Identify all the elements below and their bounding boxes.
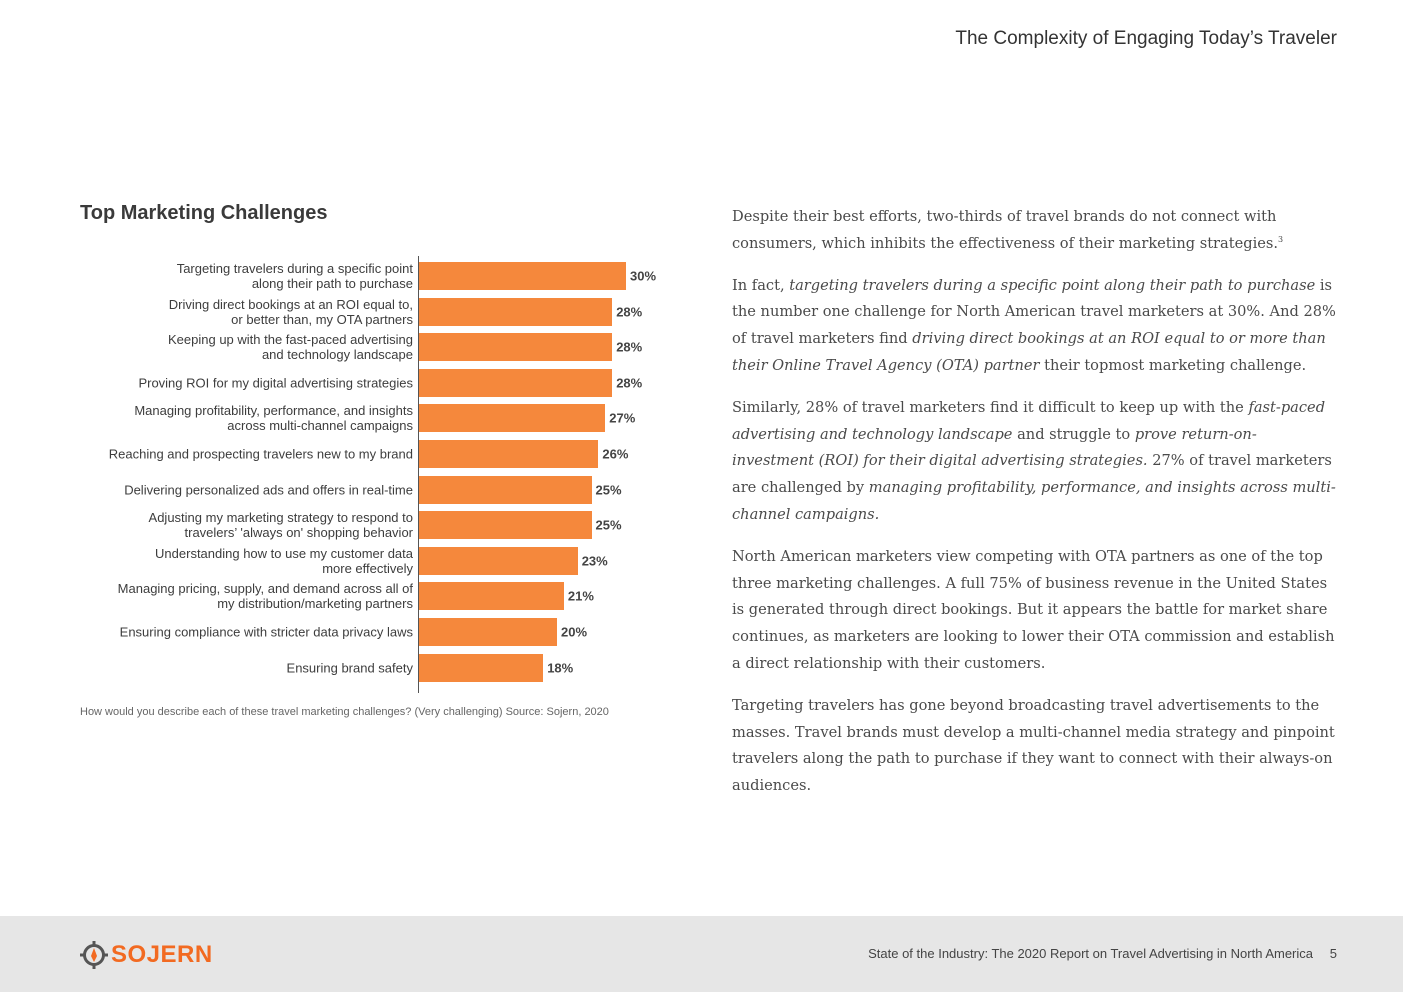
value-label: 30% bbox=[630, 268, 657, 284]
value-label: 28% bbox=[616, 339, 643, 355]
chart-row bbox=[80, 333, 680, 361]
bar bbox=[419, 369, 612, 397]
category-label-line: and technology landscape bbox=[261, 347, 413, 363]
value-label: 28% bbox=[616, 375, 643, 391]
category-label-line: Keeping up with the fast-paced advertising bbox=[168, 332, 413, 348]
bar bbox=[419, 582, 564, 610]
page-number: 5 bbox=[1329, 946, 1337, 961]
paragraph-4: North American marketers view competing with OTA partners as one of the top three marketing challenges. A full 75% of business revenue in the United States is generated through direct bookings. But it appears the battle for market share continues, as marketers are looking to lower their OTA commission and establish a direct relationship with their customers. bbox=[732, 547, 1335, 672]
page-footer bbox=[0, 916, 1403, 992]
chart-row bbox=[80, 654, 680, 682]
category-label-line: Reaching and prospecting travelers new to my brand bbox=[108, 446, 413, 462]
category-label-line: Managing profitability, performance, and insights bbox=[134, 403, 413, 419]
category-label-line: Adjusting my marketing strategy to respond to bbox=[148, 510, 413, 526]
report-title: State of the Industry: The 2020 Report on Travel Advertising in North America bbox=[868, 946, 1313, 961]
chart-row bbox=[80, 511, 680, 539]
category-label-line: more effectively bbox=[322, 560, 413, 576]
value-label: 25% bbox=[595, 482, 622, 498]
chart-row bbox=[80, 547, 680, 575]
chart-row bbox=[80, 298, 680, 326]
bar bbox=[419, 511, 592, 539]
category-label bbox=[83, 482, 413, 497]
value-label: 23% bbox=[581, 553, 608, 569]
category-label bbox=[83, 297, 413, 327]
category-label bbox=[83, 625, 413, 640]
paragraph-3: Similarly, 28% of travel marketers find it difficult to keep up with the fast-paced advertising and technology landscape and struggle to prove return-on-investment (ROI) for their digital advertising strategies. 27% of travel marketers are challenged by managing profitability, performance, and insights across multi-channel campaigns. bbox=[732, 398, 1336, 523]
category-label-line: Understanding how to use my customer data bbox=[155, 545, 413, 561]
category-label-line: or better than, my OTA partners bbox=[231, 311, 413, 327]
value-label: 20% bbox=[561, 624, 588, 640]
sojern-logo bbox=[80, 940, 213, 970]
page-header-title: The Complexity of Engaging Today’s Traveler bbox=[955, 28, 1337, 49]
chart-row bbox=[80, 404, 680, 432]
bar-chart bbox=[80, 256, 680, 696]
chart-row bbox=[80, 262, 680, 290]
value-label: 28% bbox=[616, 304, 643, 320]
value-label: 25% bbox=[595, 517, 622, 533]
bar bbox=[419, 404, 605, 432]
bar bbox=[419, 476, 592, 504]
bar bbox=[419, 547, 578, 575]
chart-row bbox=[80, 476, 680, 504]
category-label bbox=[83, 375, 413, 390]
value-label: 18% bbox=[547, 660, 574, 676]
value-label: 21% bbox=[567, 588, 594, 604]
category-label-line: Targeting travelers during a specific point bbox=[176, 261, 413, 276]
bar bbox=[419, 440, 598, 468]
category-label bbox=[83, 261, 413, 291]
paragraph-2: In fact, targeting travelers during a specific point along their path to purchase is the number one challenge for North American travel marketers at 30%. And 28% of travel marketers find driving direct bookings at an ROI equal to or more than their Online Travel Agency (OTA) partner their topmost marketing challenge. bbox=[732, 276, 1336, 374]
paragraph-1: Despite their best efforts, two-thirds of travel brands do not connect with consumers, which inhibits the effectiveness of their marketing strategies.$^3$ bbox=[732, 208, 1284, 252]
logo-text: SOJERN bbox=[111, 941, 213, 968]
category-label-line: Proving ROI for my digital advertising strategies bbox=[138, 375, 413, 391]
category-label-line: my distribution/marketing partners bbox=[217, 596, 413, 612]
chart-row bbox=[80, 582, 680, 610]
category-label-line: Driving direct bookings at an ROI equal to, bbox=[168, 296, 413, 312]
bar bbox=[419, 618, 557, 646]
bar bbox=[419, 333, 612, 361]
category-label-line: along their path to purchase bbox=[251, 276, 413, 291]
chart-row bbox=[80, 618, 680, 646]
bar bbox=[419, 262, 626, 290]
category-label bbox=[83, 581, 413, 611]
paragraph-5: Targeting travelers has gone beyond broadcasting travel advertisements to the masses. Travel brands must develop a multi-channel media strategy and pinpoint travelers along the path to purchase if they want to connect with their always-on audiences. bbox=[732, 696, 1335, 795]
category-label bbox=[83, 510, 413, 540]
category-label-line: across multi-channel campaigns bbox=[227, 418, 413, 434]
category-label bbox=[83, 447, 413, 462]
bar bbox=[419, 298, 612, 326]
category-label bbox=[83, 332, 413, 362]
category-label bbox=[83, 403, 413, 433]
category-label-line: Ensuring brand safety bbox=[286, 660, 413, 676]
chart-source-note: How would you describe each of these travel marketing challenges? (Very challenging) Source: Sojern, 2020 bbox=[80, 706, 609, 718]
category-label bbox=[83, 660, 413, 675]
value-label: 26% bbox=[602, 446, 629, 462]
chart-row bbox=[80, 440, 680, 468]
category-label-line: Managing pricing, supply, and demand across all of bbox=[117, 581, 413, 597]
category-label-line: Ensuring compliance with stricter data privacy laws bbox=[119, 624, 413, 640]
bar bbox=[419, 654, 543, 682]
value-label: 27% bbox=[609, 410, 636, 426]
category-label-line: travelers’ 'always on' shopping behavior bbox=[184, 525, 413, 541]
compass-icon bbox=[80, 940, 108, 970]
footnote-ref: 3 bbox=[1278, 234, 1284, 244]
chart-row bbox=[80, 369, 680, 397]
article-body bbox=[732, 204, 1338, 815]
chart-title: Top Marketing Challenges bbox=[80, 202, 328, 224]
category-label bbox=[83, 546, 413, 576]
category-label-line: Delivering personalized ads and offers in real-time bbox=[124, 482, 413, 498]
